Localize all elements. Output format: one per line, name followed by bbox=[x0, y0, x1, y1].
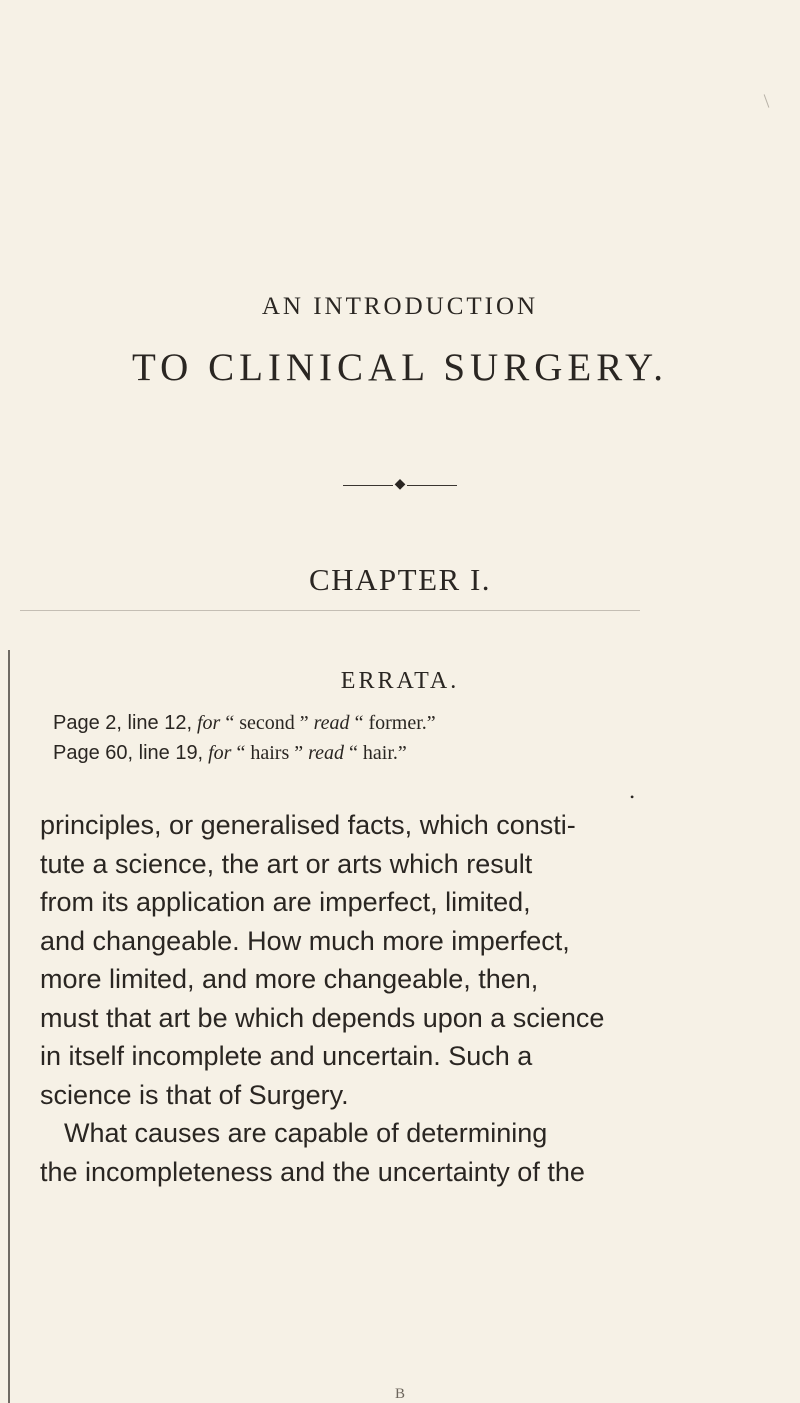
book-title-line1: AN INTRODUCTION bbox=[261, 293, 539, 320]
errata-right: “ former.” bbox=[354, 712, 436, 734]
errata-page-ref: Page 60, line 19, bbox=[53, 742, 204, 764]
page-edge-rule bbox=[8, 650, 10, 1403]
errata-wrong: “ hairs ” bbox=[236, 742, 304, 764]
errata-title: ERRATA. bbox=[340, 668, 460, 694]
body-line: from its application are imperfect, limited, bbox=[40, 887, 531, 917]
body-line: in itself incomplete and uncertain. Such a bbox=[40, 1041, 533, 1071]
errata-right: “ hair.” bbox=[349, 742, 407, 764]
body-line: tute a science, the art or arts which result bbox=[40, 848, 533, 879]
errata-entry bbox=[53, 742, 407, 765]
errata-read-word: read bbox=[308, 742, 345, 764]
ornament-rule-left bbox=[343, 485, 393, 486]
book-title-line2: TO CLINICAL SURGERY. bbox=[132, 346, 668, 389]
errata-entry bbox=[53, 712, 436, 735]
body-line: and changeable. How much more imperfect, bbox=[40, 925, 570, 956]
diamond-icon: ◆ bbox=[394, 477, 406, 492]
body-line: science is that of Surgery. bbox=[40, 1079, 349, 1110]
chapter-heading: CHAPTER I. bbox=[308, 562, 492, 597]
errata-for-word: for bbox=[208, 742, 232, 764]
body-line: What causes are capable of determining bbox=[64, 1118, 548, 1148]
ornament-rule-right bbox=[407, 485, 457, 486]
signature-mark: B bbox=[394, 1386, 405, 1402]
stray-dot: • bbox=[630, 790, 635, 804]
errata-page-ref: Page 2, line 12, bbox=[53, 712, 192, 734]
body-line: more limited, and more changeable, then, bbox=[40, 964, 539, 994]
body-paragraph bbox=[40, 806, 780, 1191]
body-line: principles, or generalised facts, which consti- bbox=[40, 810, 576, 840]
errata-slip-edge bbox=[20, 610, 640, 611]
errata-for-word: for bbox=[197, 712, 221, 734]
body-line: the incompleteness and the uncertainty of the bbox=[40, 1156, 585, 1187]
stray-mark bbox=[764, 94, 770, 107]
body-line: must that art be which depends upon a science bbox=[40, 1002, 605, 1033]
ornament-divider bbox=[0, 478, 800, 492]
errata-wrong: “ second ” bbox=[225, 712, 309, 734]
errata-read-word: read bbox=[313, 712, 350, 734]
